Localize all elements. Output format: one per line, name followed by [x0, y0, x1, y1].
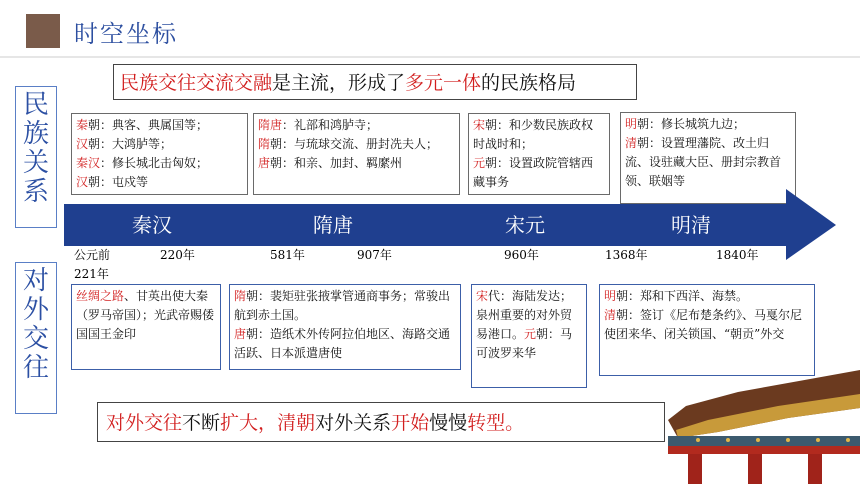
- year-label: 公元前: [74, 248, 111, 262]
- side-label-ethnic: 民族关系: [15, 86, 57, 228]
- banner-text-red: 民族交往交流交融: [120, 72, 273, 94]
- box-line: 明朝：郑和下西洋、海禁。: [604, 289, 749, 303]
- era-songyuan: 宋元: [505, 213, 545, 237]
- ethnic-box-suitang: [253, 113, 460, 195]
- banner-text-red: 多元一体: [405, 72, 482, 94]
- foreign-box-qinhan: 丝绸之路、甘英出使大秦（罗马帝国）；光武帝赐倭国国王金印: [71, 284, 221, 370]
- foreign-box-suitang: [229, 284, 461, 370]
- year-label: 907年: [357, 248, 392, 262]
- year-label: 220年: [160, 248, 195, 262]
- logo-square: [26, 14, 60, 48]
- box-line: 秦汉：修长城北击匈奴；: [76, 156, 209, 170]
- page-title: 时空坐标: [74, 20, 178, 48]
- box-line: 隋朝：裴矩驻张掖掌管通商事务；常骏出航到赤土国。: [234, 289, 451, 322]
- timeline-arrow: [60, 188, 850, 292]
- foreign-box-songyuan: 宋代：海陆发达；泉州重要的对外贸易港口。元朝：马可波罗来华: [471, 284, 587, 388]
- title-divider: [0, 56, 860, 58]
- era-mingqing: 明清: [671, 213, 711, 237]
- year-label: 1368年: [605, 248, 648, 262]
- box-line: 明朝：修长城筑九边；: [625, 117, 746, 131]
- era-suitang: 隋唐: [313, 213, 353, 237]
- ethnic-box-songyuan: [468, 113, 610, 195]
- year-label: 221年: [74, 267, 109, 281]
- banner-ethnic-summary: [113, 64, 637, 100]
- palace-roof-image: [668, 368, 860, 484]
- box-line: 汉朝：大鸿胪等；: [76, 137, 173, 151]
- box-line: 唐朝：造纸术外传阿拉伯地区、海路交通活跃、日本派遣唐使: [234, 327, 451, 360]
- box-line: 元朝：设置政院管辖西藏事务: [473, 156, 594, 189]
- year-label: 1840年: [716, 248, 759, 262]
- year-label: 581年: [270, 248, 305, 262]
- banner-text: 的民族格局: [481, 72, 577, 94]
- box-line: 清朝：签订《尼布楚条约》、马戛尔尼使团来华、闭关锁国、“朝贡”外交: [604, 308, 803, 341]
- box-line: 秦朝：典客、典属国等；: [76, 118, 209, 132]
- side-label-foreign: 对外交往: [15, 262, 57, 414]
- ethnic-box-qinhan: [71, 113, 248, 195]
- box-line: 隋唐：礼部和鸿胪寺；: [258, 118, 379, 132]
- banner-text-red: 对外交往: [106, 412, 183, 434]
- era-qinhan: 秦汉: [132, 213, 172, 237]
- banner-foreign-summary: 对外交往不断扩大，清朝对外关系开始慢慢转型。: [97, 402, 665, 442]
- box-line: 宋朝：和少数民族政权时战时和；: [473, 118, 594, 151]
- box-line: 汉朝：屯戍等: [76, 175, 149, 189]
- year-label: 960年: [504, 248, 539, 262]
- box-line: 清朝：设置理藩院、改土归流、设驻藏大臣、册封宗教首领、联姻等: [625, 136, 782, 188]
- banner-text: 是主流，形成了: [272, 72, 406, 94]
- foreign-box-mingqing: [599, 284, 815, 376]
- box-line: 唐朝：和亲、加封、羁縻州: [258, 156, 403, 170]
- box-line: 隋朝：与琉球交流、册封冼夫人；: [258, 137, 439, 151]
